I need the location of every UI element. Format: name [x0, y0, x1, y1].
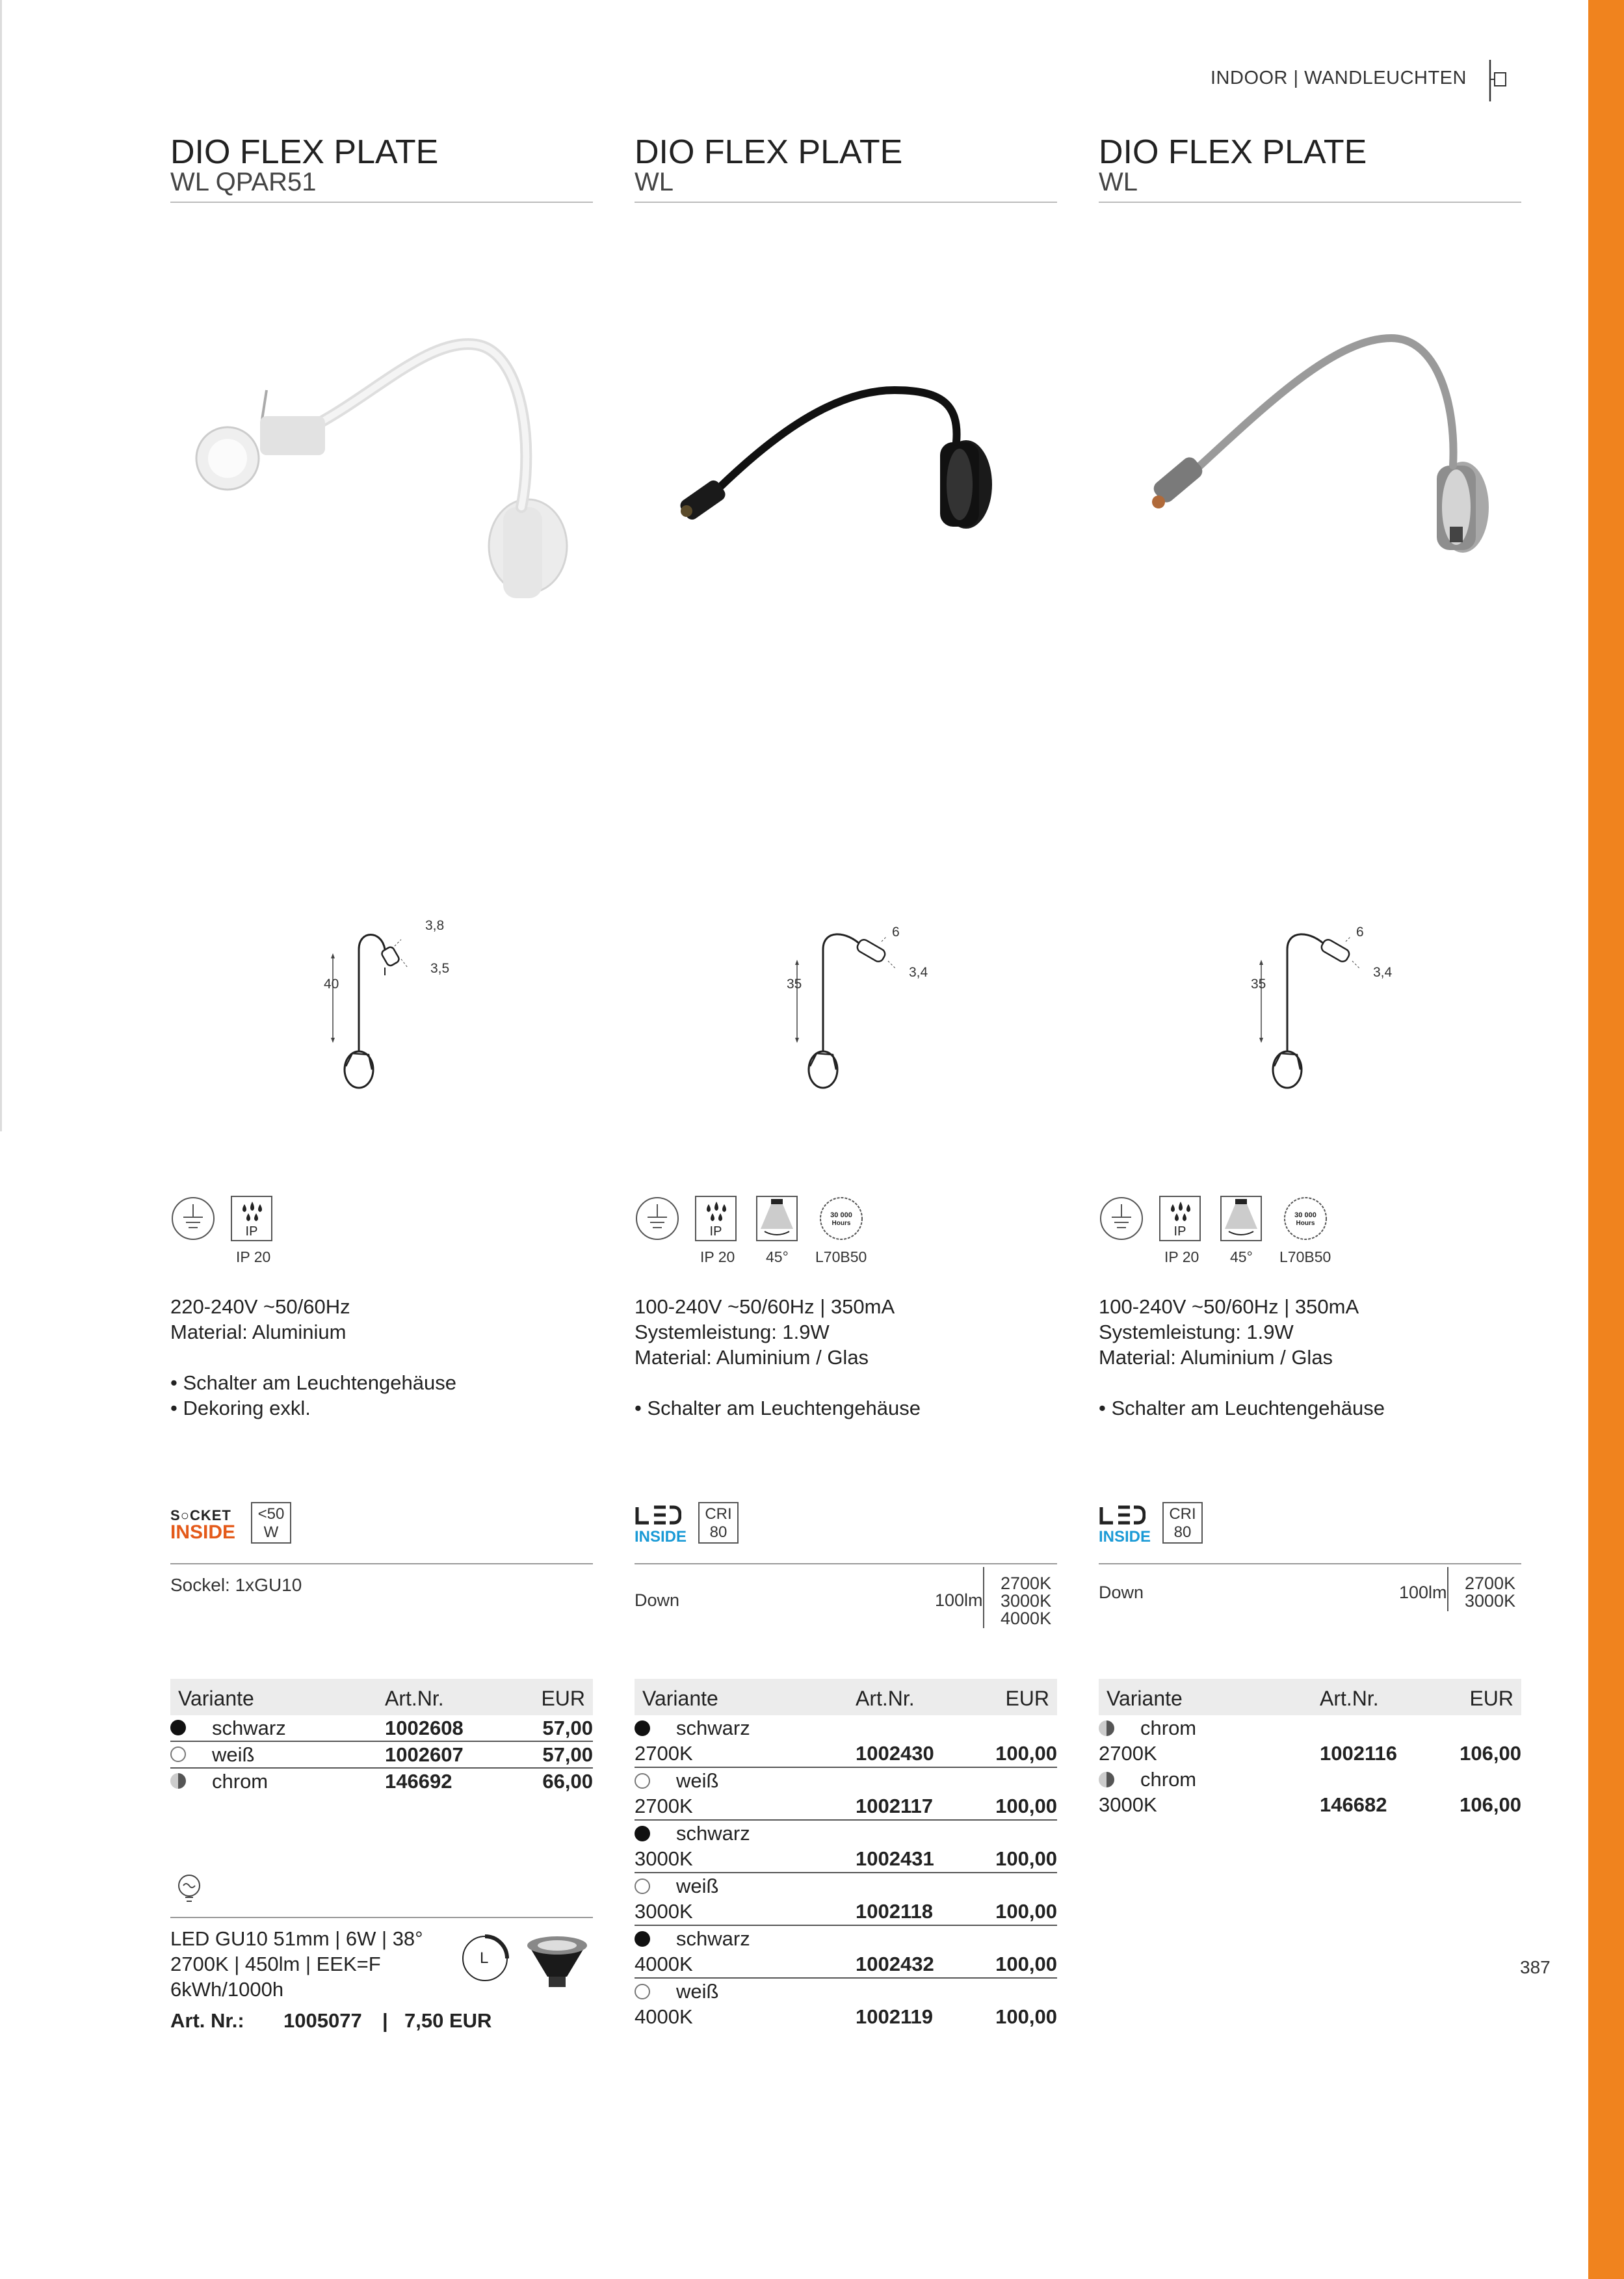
- variant-color: weiß: [676, 1875, 719, 1897]
- led-logo-icon: [635, 1505, 681, 1528]
- product-photo-white: [170, 312, 593, 611]
- variant-table: [170, 1679, 593, 1794]
- ip-water-icon: [694, 1195, 737, 1242]
- table-row: [170, 1715, 593, 1742]
- col-variante: Variante: [178, 1687, 254, 1710]
- bulb-line: 2700K | 450lm | EEK=F: [170, 1953, 381, 1975]
- variant-temp: 4000K: [635, 1953, 693, 1975]
- col-eur: EUR: [1005, 1687, 1049, 1710]
- ip-label: IP: [245, 1224, 258, 1239]
- led-badges: [1099, 1502, 1521, 1548]
- spec-line: 100-240V ~50/60Hz | 350mA: [635, 1295, 895, 1318]
- col-artnr: Art.Nr.: [1320, 1687, 1379, 1710]
- color-swatch-black: [635, 1720, 650, 1736]
- bulb-divider: [170, 1917, 593, 1918]
- color-temp: 3000K: [1465, 1591, 1516, 1611]
- article-number: 1002118: [856, 1900, 933, 1923]
- article-number: 146682: [1320, 1793, 1387, 1816]
- spec-text: [1099, 1294, 1385, 1421]
- price: 100,00: [995, 1742, 1057, 1765]
- dim-a: 3,8: [425, 918, 445, 933]
- article-number: 146692: [385, 1770, 452, 1793]
- page-number: 387: [1520, 1957, 1551, 1977]
- socket-badges: [170, 1502, 593, 1548]
- price: 106,00: [1460, 1742, 1521, 1765]
- spec-text: [635, 1294, 921, 1421]
- col-variante: Variante: [1107, 1687, 1183, 1710]
- ip-value: IP 20: [1164, 1248, 1199, 1265]
- color-swatch-black: [635, 1826, 650, 1841]
- ip-water-icon: [230, 1195, 273, 1242]
- variant-temp: 4000K: [635, 2005, 693, 2028]
- article-number: 1002432: [856, 1953, 934, 1975]
- beam-angle: 45°: [766, 1248, 789, 1265]
- lifetime-hours-icon: [818, 1195, 865, 1242]
- color-temp: 3000K: [1001, 1591, 1052, 1611]
- price: 57,00: [542, 1717, 593, 1739]
- dim-b: 3,4: [909, 965, 928, 980]
- led-inside-label: INSIDE: [1099, 1528, 1151, 1546]
- hours-top: 30 000: [1294, 1211, 1316, 1219]
- hours-top: 30 000: [830, 1211, 852, 1219]
- price: 100,00: [995, 1847, 1057, 1870]
- table-row: [170, 1769, 593, 1794]
- spec-line: Material: Aluminium / Glas: [635, 1346, 869, 1369]
- product-title: DIO FLEX PLATE: [1099, 133, 1367, 171]
- sockel-text: Sockel: 1xGU10: [170, 1575, 302, 1595]
- wattage-box: [251, 1502, 291, 1544]
- variant-color: schwarz: [676, 1717, 750, 1739]
- variant-temp: 3000K: [635, 1847, 693, 1870]
- product-photo-black: [635, 312, 1057, 611]
- dim-height: 40: [324, 977, 339, 992]
- product-title: DIO FLEX PLATE: [170, 133, 439, 171]
- article-number: 1002116: [1320, 1742, 1397, 1765]
- color-swatch-white: [635, 1984, 650, 1999]
- color-swatch-white: [635, 1773, 650, 1789]
- color-swatch-chrome: [1099, 1720, 1114, 1736]
- table-row: [1099, 1767, 1521, 1818]
- bulb-article-number: 1005077: [283, 2009, 362, 2032]
- article-number: 1002607: [385, 1743, 464, 1766]
- color-swatch-black: [170, 1720, 186, 1735]
- icon-row: [635, 1195, 1057, 1273]
- bulb-separator: |: [382, 2009, 388, 2032]
- dim-a: 6: [892, 925, 900, 940]
- color-swatch-chrome: [1099, 1772, 1114, 1787]
- beam-angle: 45°: [1230, 1248, 1253, 1265]
- cri-value: 80: [709, 1523, 727, 1541]
- lumen-row: [1099, 1567, 1521, 1613]
- lifetime: L70B50: [1279, 1248, 1331, 1265]
- hours-bottom: Hours: [832, 1220, 851, 1227]
- variant-temp: 2700K: [1099, 1742, 1157, 1765]
- cri-value: 80: [1173, 1523, 1192, 1541]
- light-direction: Down: [1099, 1583, 1144, 1602]
- ip-value: IP 20: [700, 1248, 735, 1265]
- product-subtitle: WL: [1099, 168, 1138, 196]
- lumen-value: 100lm: [935, 1590, 983, 1610]
- variant-color: chrom: [212, 1770, 268, 1793]
- lifetime-hours-icon: [1282, 1195, 1329, 1242]
- variant-temp: 2700K: [635, 1742, 693, 1765]
- bulb-spec: [170, 1926, 423, 2002]
- class-1-earth-icon: [1099, 1195, 1144, 1242]
- socket-logo-top: S○CKET: [170, 1507, 231, 1523]
- table-row: [170, 1742, 593, 1769]
- variant-temp: 3000K: [635, 1900, 693, 1923]
- table-header: [170, 1679, 593, 1715]
- beam-angle-icon: [755, 1195, 798, 1242]
- led-logo-icon: [1099, 1505, 1146, 1528]
- variant-color: weiß: [212, 1743, 255, 1766]
- cri-box: [1162, 1502, 1203, 1544]
- color-temp: 4000K: [1001, 1609, 1052, 1628]
- title-divider: [170, 202, 593, 203]
- price: 66,00: [542, 1770, 593, 1793]
- ip-label: IP: [709, 1224, 722, 1239]
- ip-value: IP 20: [236, 1248, 271, 1265]
- class-1-earth-icon: [635, 1195, 680, 1242]
- col-eur: EUR: [1469, 1687, 1513, 1710]
- table-row: [635, 1926, 1057, 1979]
- artnr-label: Art. Nr.:: [170, 2009, 244, 2032]
- dimension-drawing: [784, 910, 940, 1099]
- bulb-price: 7,50 EUR: [404, 2009, 492, 2032]
- article-number: 1002431: [856, 1847, 934, 1870]
- title-divider: [1099, 202, 1521, 203]
- article-number: 1002119: [856, 2005, 933, 2028]
- dimmable-letter: L: [480, 1949, 489, 1967]
- variant-color: chrom: [1140, 1768, 1197, 1791]
- icon-row: [1099, 1195, 1521, 1273]
- spec-line: Systemleistung: 1.9W: [635, 1321, 830, 1343]
- color-temp: 2700K: [1001, 1574, 1052, 1593]
- led-inside-label: INSIDE: [635, 1528, 687, 1546]
- spec-line: Material: Aluminium: [170, 1321, 347, 1343]
- cri-box: [698, 1502, 739, 1544]
- led-badges: [635, 1502, 1057, 1548]
- section-header: INDOOR | WANDLEUCHTEN: [1211, 68, 1467, 88]
- price: 100,00: [995, 1900, 1057, 1923]
- icon-row: [170, 1195, 593, 1273]
- col-artnr: Art.Nr.: [856, 1687, 915, 1710]
- table-row: [635, 1979, 1057, 2030]
- cri-label: CRI: [705, 1505, 732, 1523]
- bulb-line: LED GU10 51mm | 6W | 38°: [170, 1927, 423, 1950]
- lumen-divider: [983, 1567, 984, 1628]
- product-subtitle: WL QPAR51: [170, 168, 317, 196]
- price: 100,00: [995, 2005, 1057, 2028]
- wattage-unit: W: [263, 1523, 279, 1541]
- article-number: 1002430: [856, 1742, 934, 1765]
- dimension-drawing: [320, 910, 476, 1099]
- color-swatch-black: [635, 1931, 650, 1947]
- color-swatch-white: [170, 1746, 186, 1762]
- spec-text: [170, 1294, 456, 1421]
- left-margin-line: [0, 0, 2, 1131]
- product-subtitle: WL: [635, 168, 674, 196]
- product-title: DIO FLEX PLATE: [635, 133, 903, 171]
- spec-line: 220-240V ~50/60Hz: [170, 1295, 350, 1318]
- variant-table: [635, 1679, 1057, 2030]
- hours-bottom: Hours: [1296, 1220, 1315, 1227]
- article-number: 1002608: [385, 1717, 464, 1739]
- dim-a: 6: [1356, 925, 1364, 940]
- dim-b: 3,5: [430, 961, 450, 976]
- color-swatch-white: [635, 1878, 650, 1894]
- gu10-bulb-photo: [521, 1931, 593, 1996]
- bulb-order-line: [170, 2009, 492, 2033]
- bulb-icon: [173, 1873, 205, 1905]
- color-temps: [1001, 1575, 1051, 1627]
- table-row: [635, 1768, 1057, 1821]
- variant-table: [1099, 1679, 1521, 1818]
- feature-line: • Schalter am Leuchtengehäuse: [170, 1371, 456, 1394]
- section-divider: [635, 1563, 1057, 1564]
- color-temps: [1465, 1575, 1515, 1610]
- price: 57,00: [542, 1743, 593, 1766]
- section-divider: [1099, 1563, 1521, 1564]
- product-photo-chrome: [1099, 312, 1521, 611]
- variant-color: weiß: [676, 1769, 719, 1792]
- variant-temp: 3000K: [1099, 1793, 1157, 1816]
- price: 100,00: [995, 1795, 1057, 1817]
- col-variante: Variante: [642, 1687, 718, 1710]
- article-number: 1002117: [856, 1795, 933, 1817]
- feature-line: • Dekoring exkl.: [170, 1397, 311, 1419]
- cri-label: CRI: [1169, 1505, 1196, 1523]
- table-header: [1099, 1679, 1521, 1715]
- spec-line: 100-240V ~50/60Hz | 350mA: [1099, 1295, 1359, 1318]
- title-divider: [635, 202, 1057, 203]
- col-eur: EUR: [541, 1687, 585, 1710]
- table-row: [635, 1873, 1057, 1926]
- color-temp: 2700K: [1465, 1574, 1516, 1593]
- variant-color: schwarz: [212, 1717, 286, 1739]
- feature-line: • Schalter am Leuchtengehäuse: [635, 1397, 921, 1419]
- wall-lamp-icon: [1489, 60, 1508, 101]
- variant-color: chrom: [1140, 1717, 1197, 1739]
- variant-color: schwarz: [676, 1822, 750, 1845]
- ip-water-icon: [1159, 1195, 1201, 1242]
- price: 100,00: [995, 1953, 1057, 1975]
- price: 106,00: [1460, 1793, 1521, 1816]
- feature-line: • Schalter am Leuchtengehäuse: [1099, 1397, 1385, 1419]
- dim-height: 35: [787, 977, 802, 992]
- variant-color: schwarz: [676, 1927, 750, 1950]
- dim-b: 3,4: [1373, 965, 1393, 980]
- page-edge-tab: [1588, 0, 1624, 2279]
- lifetime: L70B50: [815, 1248, 867, 1265]
- variant-color: weiß: [676, 1980, 719, 2003]
- spec-line: Material: Aluminium / Glas: [1099, 1346, 1333, 1369]
- beam-angle-icon: [1220, 1195, 1263, 1242]
- bulb-line: 6kWh/1000h: [170, 1978, 284, 2001]
- lumen-divider: [1447, 1567, 1448, 1611]
- spec-line: Systemleistung: 1.9W: [1099, 1321, 1294, 1343]
- ip-label: IP: [1173, 1224, 1186, 1239]
- socket-logo-bottom: INSIDE: [170, 1522, 236, 1543]
- lumen-value: 100lm: [1399, 1583, 1447, 1602]
- class-1-earth-icon: [170, 1195, 216, 1242]
- table-row: [635, 1821, 1057, 1873]
- variant-temp: 2700K: [635, 1795, 693, 1817]
- light-direction: Down: [635, 1590, 680, 1610]
- table-row: [1099, 1715, 1521, 1767]
- table-row: [635, 1715, 1057, 1768]
- wattage-line: <50: [257, 1505, 285, 1523]
- col-artnr: Art.Nr.: [385, 1687, 444, 1710]
- dim-height: 35: [1251, 977, 1266, 992]
- table-header: [635, 1679, 1057, 1715]
- lumen-row: [635, 1567, 1057, 1626]
- color-swatch-chrome: [170, 1773, 186, 1789]
- dimension-drawing: [1248, 910, 1404, 1099]
- section-divider: [170, 1563, 593, 1564]
